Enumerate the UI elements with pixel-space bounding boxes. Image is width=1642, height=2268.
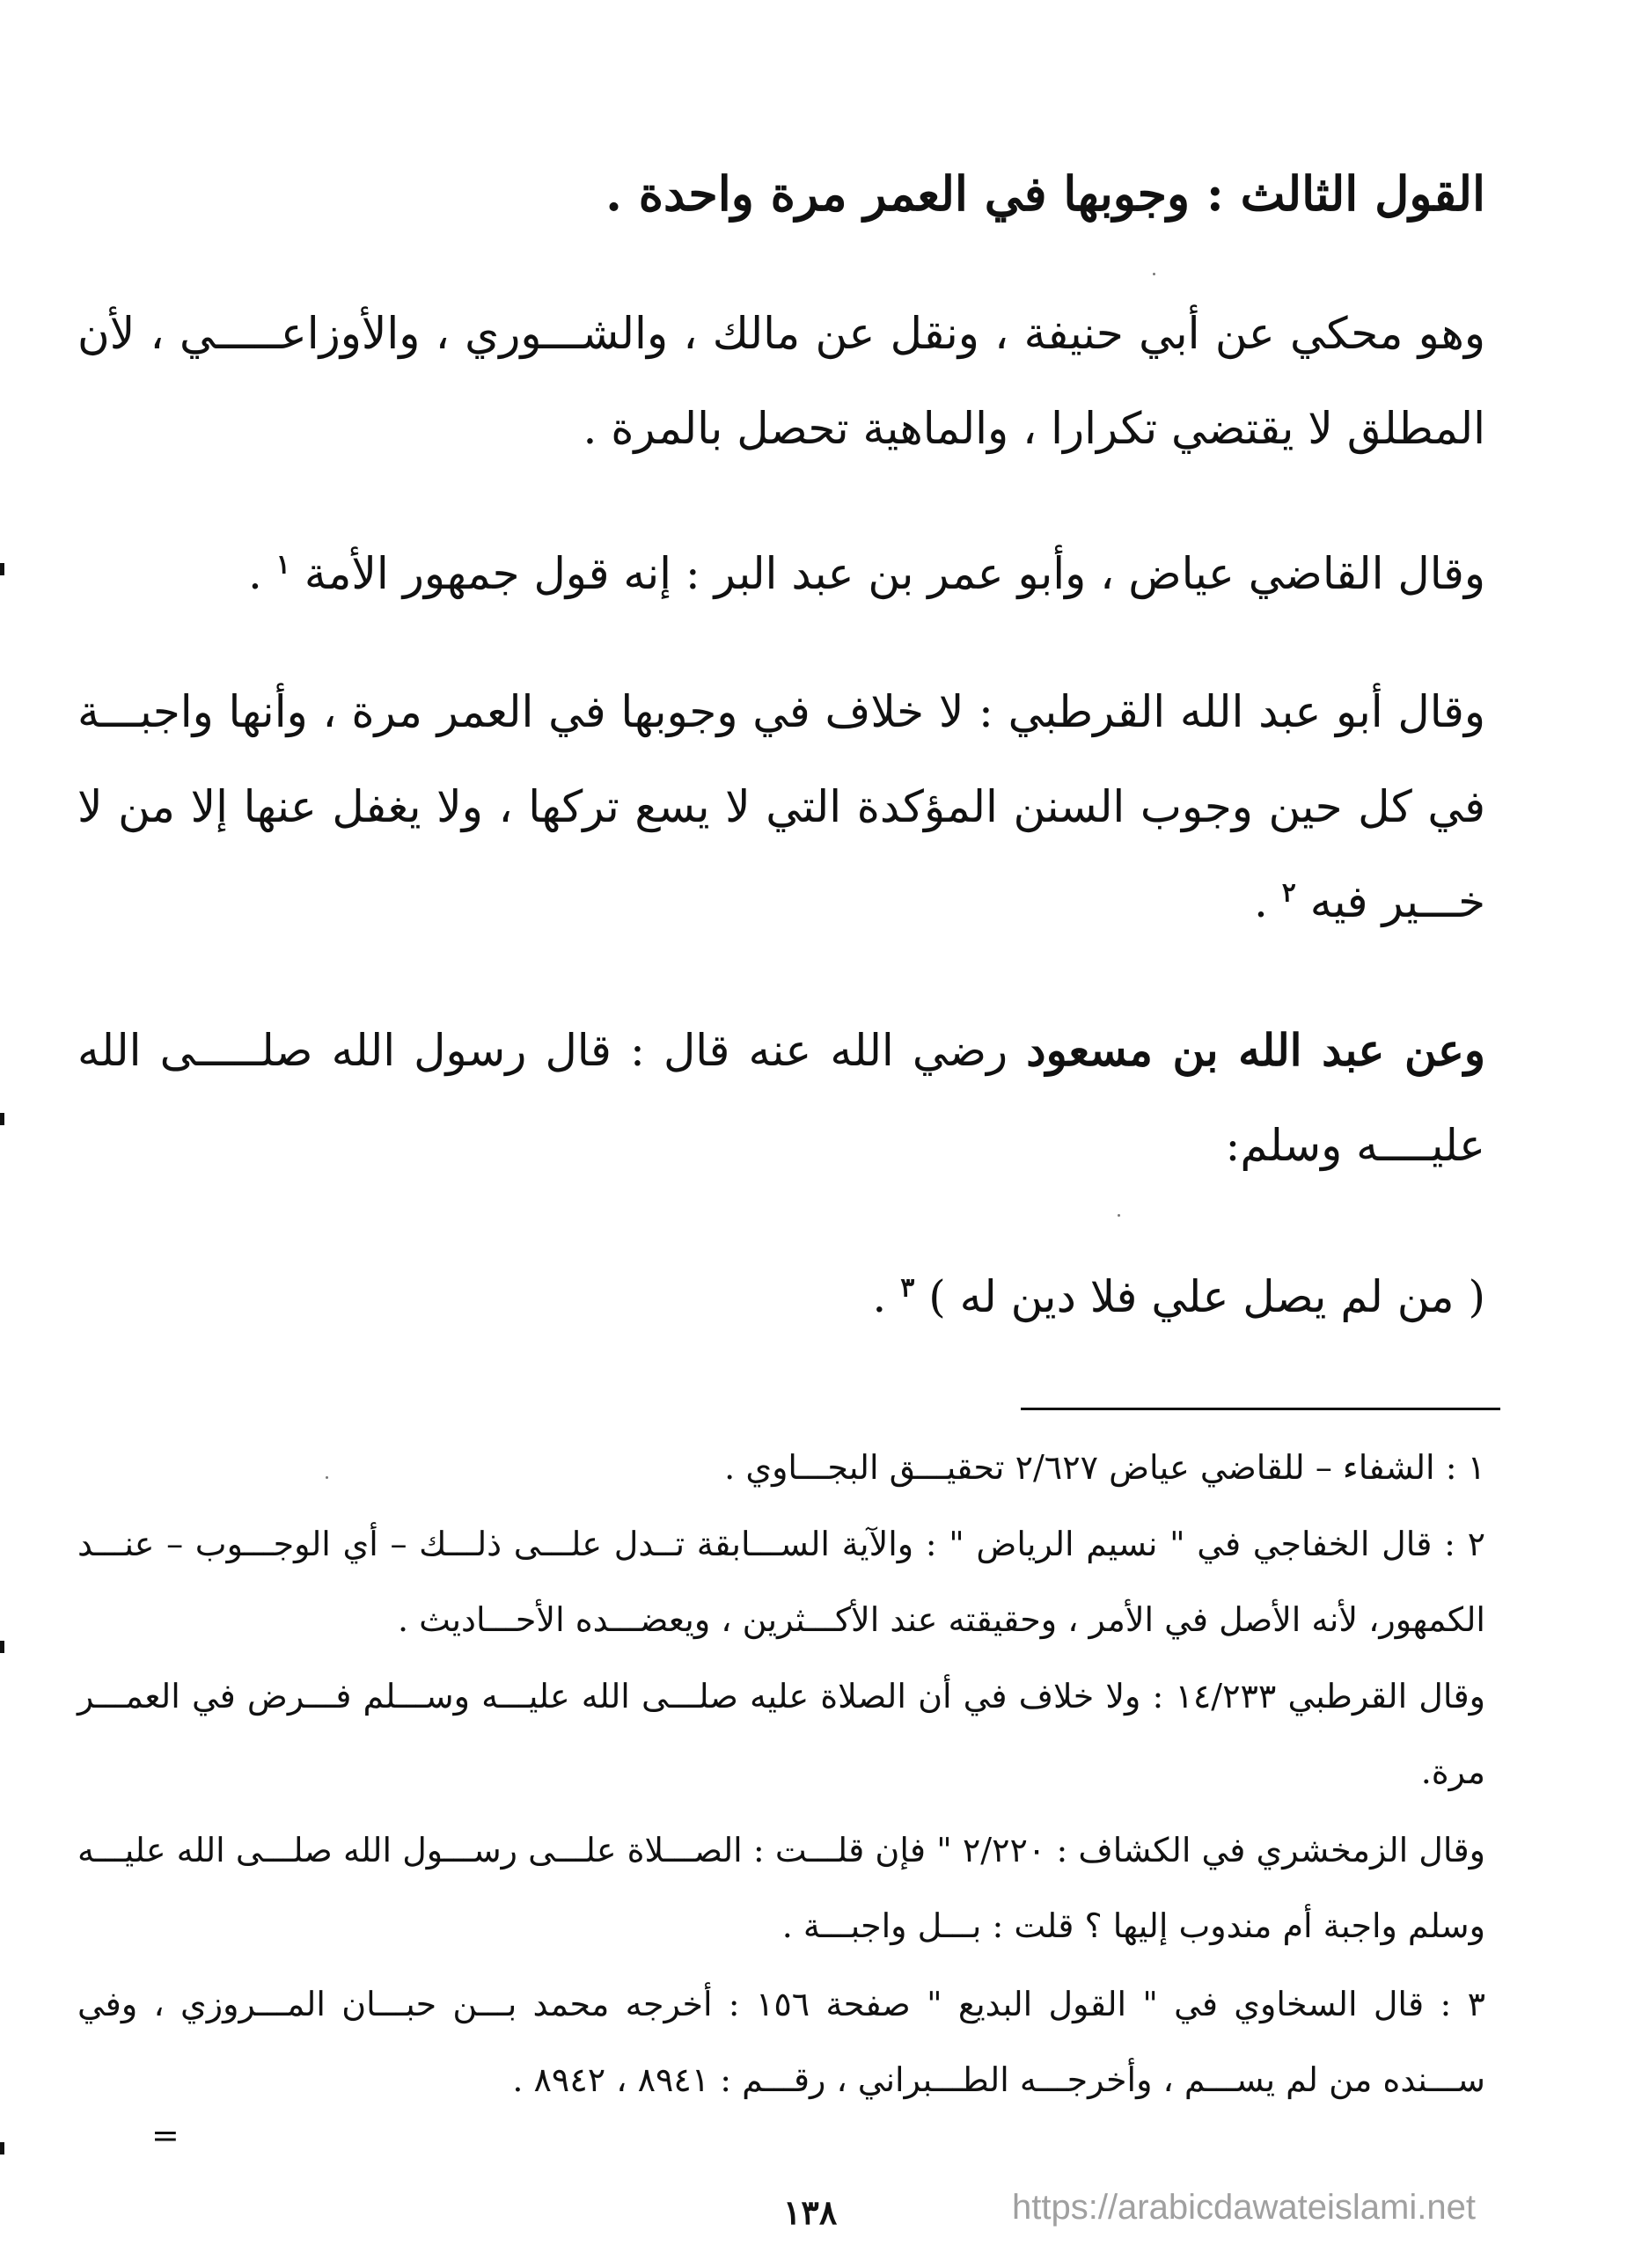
paragraph-3 (77, 664, 1485, 949)
hadith-text: ( من لم يصل علي فلا دين له ) (928, 1271, 1485, 1322)
footnote-3: ٣ : قال السخاوي في " القول البديع " صفحة ١٥٦ : أخرجه محمد بـــن حبـــان المـــروزي ، وفي ســـنده من لم يســـم ، وأخرجـــه الطـــبراني ، رقـــم : ٨٩٤١ ، ٨٩٤٢ . (77, 1985, 1485, 2099)
paragraph-1: وهو محكي عن أبي حنيفة ، ونقل عن مالك ، والشـــوري ، والأوزاعـــــي ، لأن المطلق لا يقتضي تكرارا ، والماهية تحصل بالمرة . (77, 308, 1485, 454)
paragraph-2 (77, 526, 1485, 621)
hadith-end: . (872, 1271, 887, 1322)
footnote-2: ٢ : قال الخفاجي في " نسيم الرياض " : والآية الســـابقة تــدل علـــى ذلـــك – أي الوجـــوب – عنـــد الكمهور، لأنه الأصل في الأمر ، وحقيقته عند الأكـــثرين ، ويعضـــده الأحـــاديث . (77, 1525, 1485, 1639)
footnote-2-continued-qurtubi: وقال القرطبي ١٤/٢٣٣ : ولا خلاف في أن الصلاة عليه صلـــى الله عليـــه وســـلم فـــرض في العمـــر مرة. (77, 1677, 1485, 1791)
watermark-url: https://arabicdawateislami.net (1012, 2188, 1476, 2227)
scan-edge-mark (0, 563, 4, 575)
scan-edge-mark (0, 2142, 4, 2155)
scan-edge-mark (0, 1113, 4, 1125)
scan-speck (326, 1476, 328, 1479)
paragraph-3-end: . (1253, 876, 1268, 927)
paragraph-4-text: رضي الله عنه قال : قال رسول الله صلـــــى الله عليــــه وسلم: (77, 1025, 1485, 1171)
hadith-quote (253, 1249, 1485, 1344)
footnote-1: ١ : الشفاء – للقاضي عياض ٢/٦٢٧ تحقيـــق البجـــاوي . (724, 1448, 1485, 1487)
continuation-mark: = (151, 2116, 180, 2155)
footnote-ref-1: ١ (275, 549, 290, 581)
scan-edge-mark (0, 1641, 4, 1653)
section-heading: القول الثالث : وجوبها في العمر مرة واحدة . (605, 165, 1485, 222)
footnote-ref-2: ٢ (1281, 877, 1296, 909)
paragraph-3-text: وقال أبو عبد الله القرطبي : لا خلاف في وجوبها في العمر مرة ، وأنها واجبـــة في كل حين وجوب السنن المؤكدة التي لا يسع تركها ، ولا يغفل عنها إلا من لا خـــير فيه (77, 686, 1485, 927)
scan-speck (1118, 1214, 1120, 1217)
narrator-name: وعن عبد الله بن مسعود (1026, 1024, 1485, 1076)
footnote-separator (1021, 1408, 1500, 1410)
paragraph-4 (77, 1003, 1485, 1193)
footnote-2-continued-zamakhshari: وقال الزمخشري في الكشاف : ٢/٢٢٠ " فإن قلـــت : الصـــلاة علـــى رســـول الله صلـــى الله عليـــه وسلم واجبة أم مندوب إليها ؟ قلت : بـــل واجبـــة . (77, 1831, 1485, 1945)
footnote-ref-3: ٣ (900, 1272, 915, 1304)
paragraph-2-text: وقال القاضي عياض ، وأبو عمر بن عبد البر : إنه قول جمهور الأمة (304, 548, 1485, 599)
page-number: ١٣٨ (783, 2192, 838, 2232)
scan-speck (1153, 273, 1155, 275)
paragraph-2-end: . (247, 548, 262, 599)
